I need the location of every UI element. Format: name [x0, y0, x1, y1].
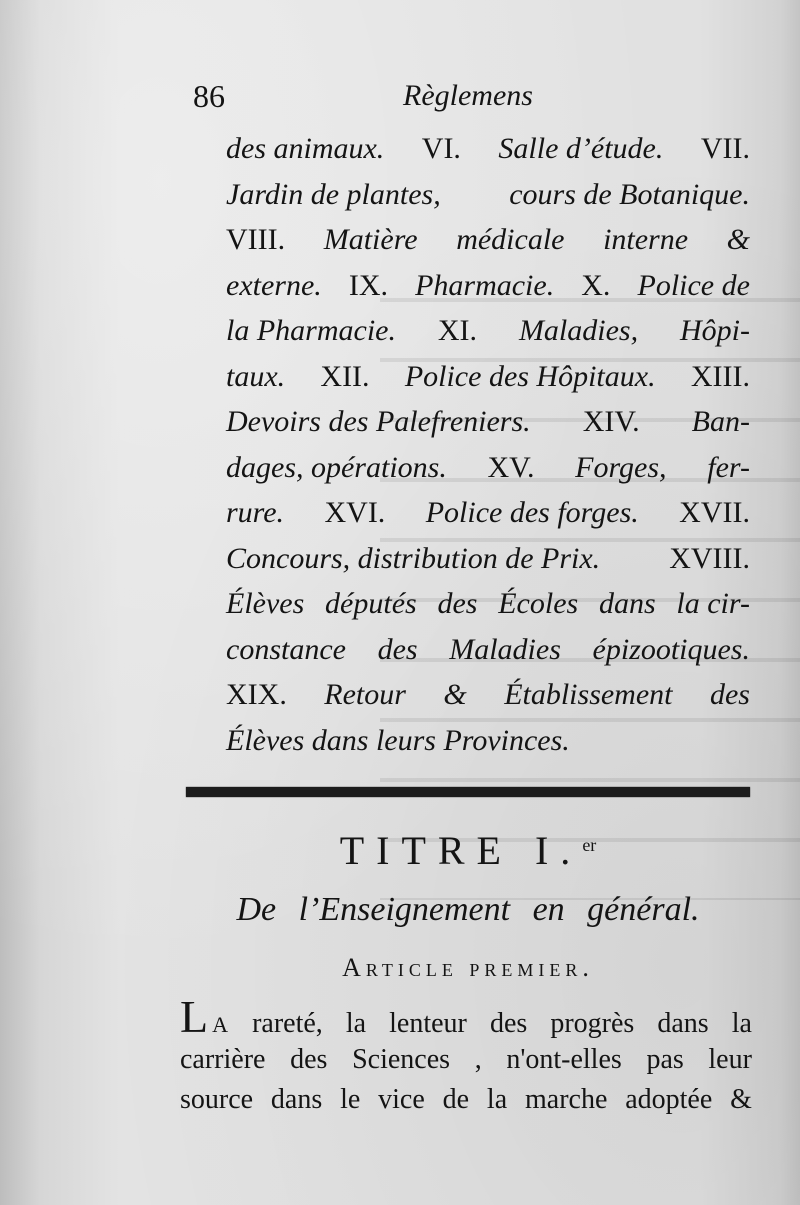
toc-segment: Forges, — [575, 450, 667, 484]
body-word: vice — [378, 1084, 425, 1115]
toc-segment: Concours, distribution de Prix. — [226, 541, 601, 575]
toc-line — [226, 718, 750, 764]
toc-segment: épizootiques. — [592, 632, 750, 666]
toc-line — [226, 536, 750, 582]
toc-segment: la Pharmacie. — [226, 314, 396, 347]
section-rule — [186, 787, 750, 797]
toc-segment: & — [443, 678, 467, 711]
roman-numeral: XII. — [320, 359, 370, 393]
table-of-contents — [226, 126, 750, 763]
toc-segment: dans — [598, 587, 656, 620]
roman-numeral: XIV. — [582, 405, 640, 438]
roman-numeral: XV. — [487, 450, 535, 484]
body-word: n'ont-elles — [506, 1044, 622, 1075]
toc-line — [226, 490, 750, 536]
toc-line — [226, 672, 750, 718]
body-text — [180, 991, 752, 1120]
first-word — [180, 991, 229, 1042]
toc-line — [226, 354, 750, 400]
toc-line — [226, 445, 750, 491]
body-word: rareté, — [252, 1008, 323, 1039]
toc-segment: des animaux. — [226, 132, 385, 165]
toc-segment: dages, opérations. — [226, 450, 447, 484]
toc-segment: rure. — [226, 496, 285, 529]
body-word: de — [442, 1084, 470, 1115]
toc-line — [226, 126, 750, 172]
toc-line — [226, 581, 750, 627]
body-word: carrière — [180, 1044, 266, 1075]
body-word: marche — [524, 1084, 608, 1115]
toc-segment: Écoles — [498, 587, 579, 620]
toc-segment: Jardin de plantes, — [226, 177, 441, 211]
body-line — [180, 991, 752, 1042]
toc-segment: des — [437, 587, 478, 620]
toc-segment: cours de Botanique. — [509, 177, 750, 211]
running-head: Règlemens — [403, 79, 533, 112]
roman-numeral: VIII. — [226, 223, 286, 256]
titre-subtitle: De l’Enseignement en général. — [236, 891, 700, 928]
toc-segment: Police des forges. — [425, 496, 639, 529]
toc-segment: des — [377, 632, 418, 666]
page-header — [193, 76, 753, 120]
toc-segment: Maladies, — [518, 314, 639, 347]
body-word: , — [474, 1044, 482, 1075]
body-word: & — [730, 1084, 752, 1115]
article-heading: Article premier. — [342, 953, 594, 982]
toc-segment: externe. — [226, 268, 322, 302]
body-word: Sciences — [352, 1044, 451, 1075]
roman-numeral: IX. — [348, 268, 388, 302]
first-word-rest: A — [212, 1012, 229, 1037]
toc-segment: Police des Hôpitaux. — [404, 359, 656, 393]
toc-line — [226, 217, 750, 263]
body-word: des — [290, 1044, 328, 1075]
body-word: adoptée — [625, 1084, 713, 1115]
toc-line — [226, 263, 750, 309]
roman-numeral: XIII. — [690, 359, 750, 393]
toc-segment: interne — [603, 223, 689, 256]
toc-segment: Matière — [323, 223, 418, 256]
body-word: leur — [708, 1044, 752, 1075]
toc-segment: Élèves dans leurs Provinces. — [226, 723, 570, 757]
toc-segment: fer- — [707, 450, 750, 484]
toc-segment: & — [726, 223, 750, 256]
body-word: progrès — [550, 1008, 635, 1039]
roman-numeral: VII. — [700, 132, 750, 165]
body-word: source — [180, 1084, 254, 1115]
body-line — [180, 1080, 752, 1120]
body-word: dans — [270, 1084, 323, 1115]
body-word: pas — [646, 1044, 684, 1075]
toc-segment: Élèves — [226, 587, 305, 620]
roman-numeral: VI. — [421, 132, 461, 165]
body-word: lenteur — [389, 1008, 467, 1039]
toc-segment: Retour — [324, 678, 406, 711]
toc-segment: constance — [226, 632, 346, 666]
body-word: la — [486, 1084, 508, 1115]
toc-segment: Ban- — [691, 405, 750, 438]
roman-numeral: X. — [581, 268, 611, 302]
roman-numeral: XIX. — [226, 678, 287, 711]
toc-segment: Maladies — [449, 632, 561, 666]
body-word: le — [340, 1084, 361, 1115]
toc-segment: médicale — [456, 223, 565, 256]
toc-segment: la cir- — [676, 587, 750, 620]
page-number: 86 — [193, 78, 225, 114]
body-word: des — [489, 1008, 528, 1039]
toc-segment: taux. — [226, 359, 286, 393]
body-word: la — [731, 1008, 752, 1039]
drop-cap: L — [180, 991, 209, 1042]
toc-line — [226, 399, 750, 445]
roman-numeral: XI. — [437, 314, 478, 347]
body-word: la — [345, 1008, 367, 1039]
toc-segment: Police de — [637, 268, 750, 302]
titre-label: TITRE I. — [339, 828, 583, 873]
titre-superscript: er — [582, 835, 597, 855]
titre-heading — [186, 826, 750, 876]
toc-segment: Salle d’étude. — [498, 132, 664, 165]
toc-line — [226, 172, 750, 218]
roman-numeral: XVIII. — [669, 541, 750, 575]
toc-segment: des — [709, 678, 750, 711]
roman-numeral: XVII. — [679, 496, 750, 529]
body-line — [180, 1040, 752, 1080]
roman-numeral: XVI. — [324, 496, 386, 529]
toc-line — [226, 308, 750, 354]
toc-segment: Établissement — [504, 678, 673, 711]
body-word: dans — [657, 1008, 709, 1039]
toc-line — [226, 627, 750, 673]
toc-segment: Hôpi- — [680, 314, 750, 347]
toc-segment: Pharmacie. — [415, 268, 555, 302]
toc-segment: Devoirs des Palefreniers. — [226, 405, 531, 438]
toc-segment: députés — [325, 587, 417, 620]
